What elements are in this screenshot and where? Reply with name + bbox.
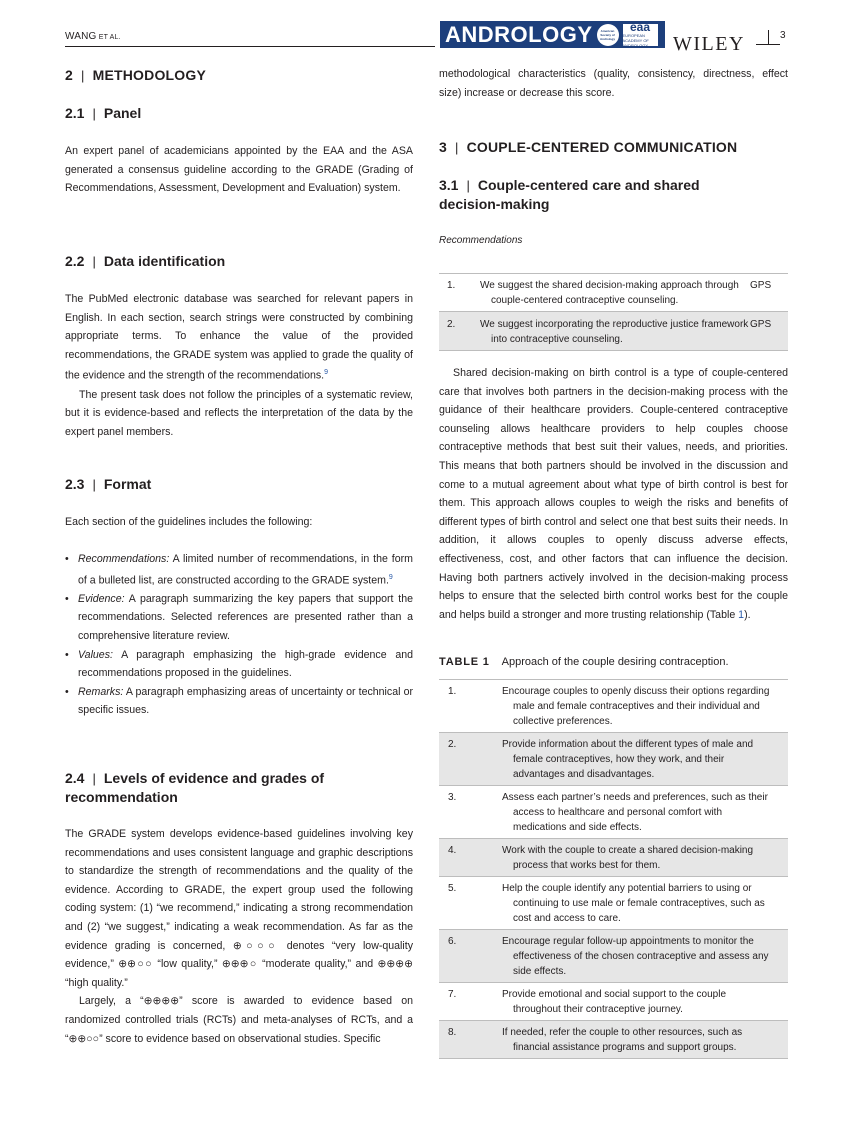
section-title: COUPLE-CENTERED COMMUNICATION: [466, 139, 738, 155]
table-label: TABLE 1: [439, 656, 490, 668]
row-text-content: Help the couple identify any potential barriers to using or continuing to use male or female contraceptives, such as cost and access to care.: [502, 883, 765, 924]
rec-number: 2.: [439, 312, 480, 351]
rec-grade: GPS: [750, 280, 772, 291]
row-text-content: Assess each partner’s needs and preferences, such as their access to healthcare and personal comfort with medications and side effects.: [502, 792, 768, 833]
header-rule: [65, 46, 435, 47]
table-row: [439, 877, 788, 930]
row-text: [502, 877, 788, 930]
author-name: WANG: [65, 31, 97, 42]
section-number: 2.2: [65, 253, 85, 269]
section-number: 2: [65, 67, 73, 83]
table-1: [439, 679, 788, 1059]
row-number: 6.: [439, 930, 502, 983]
table-row: [439, 839, 788, 877]
eaa-logo-mark: eaa: [629, 20, 651, 34]
bullet-text: A paragraph emphasizing the high-grade evidence and recommendations proposed in the guidelines.: [78, 648, 413, 680]
running-head-author: [65, 31, 121, 42]
row-text: [502, 680, 788, 733]
table-row: [439, 733, 788, 786]
table-ref-link[interactable]: 1: [738, 608, 745, 621]
section-3-heading: 3 | COUPLE-CENTERED COMMUNICATION: [439, 139, 738, 155]
table-row: [439, 312, 788, 351]
section-title-cont: decision-making: [439, 196, 550, 212]
row-text-content: Encourage couples to openly discuss their options regarding male and female contraceptives and their individual and collective preferences.: [502, 686, 770, 727]
rec-text: [480, 312, 750, 351]
section-title: Panel: [103, 105, 142, 121]
rec-grade: GPS: [750, 312, 788, 351]
bullet-term: Remarks:: [78, 685, 124, 698]
list-item: [65, 646, 413, 683]
row-text-content: If needed, refer the couple to other resources, such as financial assistance programs and support groups.: [502, 1027, 743, 1053]
section-2-1-heading: 2.1 | Panel: [65, 105, 142, 121]
section-number: 2.3: [65, 476, 85, 492]
table-row: [439, 680, 788, 733]
bullet-text: A paragraph emphasizing areas of uncertainty or technical or specific issues.: [78, 685, 413, 717]
row-text: [502, 983, 788, 1021]
citation-ref[interactable]: 9: [388, 573, 393, 581]
journal-title: ANDROLOGY: [445, 21, 593, 47]
section-title: Couple-centered care and shared: [477, 177, 700, 193]
asa-logo-text: American Society of Andrology: [600, 28, 615, 41]
section-title: Data identification: [103, 253, 226, 269]
bullet-term: Values:: [78, 648, 113, 661]
table-row: [439, 786, 788, 839]
row-text: [502, 786, 788, 839]
row-text: [502, 930, 788, 983]
continued-paragraph: methodological characteristics (quality, consistency, directness, effect size) increase or decrease this score.: [439, 68, 788, 99]
row-number: 8.: [439, 1021, 502, 1059]
format-bullet-list: [65, 550, 413, 720]
section-2-3-heading: 2.3 | Format: [65, 476, 152, 492]
list-item: [65, 590, 413, 646]
bullet-text: A paragraph summarizing the key papers that support the recommendations. Selected references are presented rather than a comprehensive literature review.: [78, 592, 413, 642]
recommendations-table: [439, 273, 788, 351]
recommendations-label: Recommendations: [439, 235, 523, 246]
list-item: [65, 550, 413, 590]
data-identification-paragraph: [65, 290, 413, 441]
paragraph-text: The present task does not follow the principles of a systematic review, but it is evidence-based and reflects the interpretation of the data by the expert panel members.: [65, 388, 413, 438]
row-number: 4.: [439, 839, 502, 877]
row-text: [502, 1021, 788, 1059]
section-3-1-heading: 3.1 | Couple-centered care and shared decision-making: [439, 177, 700, 212]
publisher-logo: WILEY: [673, 33, 745, 55]
bullet-term: Evidence:: [78, 592, 125, 605]
eaa-logo-text: EUROPEAN ACADEMY OF ANDROLOGY: [622, 33, 649, 48]
paragraph-text-end: ).: [744, 608, 751, 621]
page-number-bar: [768, 30, 769, 44]
table-1-title: [439, 656, 729, 668]
citation-ref[interactable]: 9: [324, 369, 329, 377]
rec-text: [480, 274, 750, 312]
panel-paragraph: An expert panel of academicians appointed by the EAA and the ASA generated a consensus guideline according to the GRADE (Grading of Recommendations, Assessment, Development and Evaluation) system.: [65, 145, 413, 195]
paragraph-text: Shared decision-making on birth control is a type of couple-centered care that involves both partners in the decision-making process with the guidance of their healthcare providers. Couple-centered contraceptive counseling allows healthcare providers to help couples choose contraceptive methods that best suit their values, needs, and priorities. This means that both partners should be involved in the discussion and come to a mutual agreement about what type of birth control is best for them. This approach allows couples to weigh the risks and benefits of different types of birth control and select one that best suits their needs. In addition, it allows couples to openly discuss adverse effects, effectiveness, cost, and other factors that can influence the decision. Having both partners actively involved in the decision-making process helps to ensure that the selected birth control works best for the couple and helps build a stronger and more trusting relationship (Table: [439, 367, 788, 621]
list-item: [65, 683, 413, 720]
journal-banner: [440, 21, 665, 48]
author-suffix: ET AL.: [98, 34, 121, 41]
shared-decision-paragraph: [439, 364, 788, 624]
section-title: Levels of evidence and grades of recommendation: [65, 770, 325, 805]
rec-text-content: We suggest incorporating the reproductive justice framework into contraceptive counseling.: [480, 319, 749, 345]
row-number: 3.: [448, 792, 457, 803]
table-row: [439, 983, 788, 1021]
section-number: 3.1: [439, 177, 459, 193]
row-text-content: Encourage regular follow-up appointments to monitor the effectiveness of the chosen contraceptive and assess any side effects.: [502, 936, 769, 977]
row-number: 2.: [439, 733, 502, 786]
table-caption: Approach of the couple desiring contraception.: [501, 656, 729, 668]
row-number: 5.: [448, 883, 457, 894]
row-text-content: Provide information about the different types of male and female contraceptives, how they work, and their advantages and disadvantages.: [502, 739, 754, 780]
table-row: [439, 930, 788, 983]
asa-logo: [597, 24, 619, 46]
evidence-levels-paragraph: [65, 825, 413, 1048]
rec-number: 1.: [447, 280, 456, 291]
bullet-term: Recommendations:: [78, 553, 170, 565]
row-number: 7.: [448, 989, 457, 1000]
section-number: 2.1: [65, 105, 85, 121]
row-text: [502, 733, 788, 786]
section-2-4-heading: 2.4 | Levels of evidence and grades of recommendation: [65, 770, 325, 805]
eaa-logo: [622, 20, 658, 48]
page-number-rule: [756, 44, 780, 45]
section-number: 2.4: [65, 770, 85, 786]
section-2-heading: 2 | METHODOLOGY: [65, 67, 206, 83]
row-number: 1.: [448, 686, 457, 697]
table-row: [439, 274, 788, 312]
section-number: 3: [439, 139, 447, 155]
paragraph-text: Largely, a “⊕⊕⊕⊕” score is awarded to evidence based on randomized controlled trials (RCTs) and meta-analyses of RCTs, and a “⊕⊕○○” score to evidence based on observational studies. Specific: [65, 995, 413, 1045]
section-2-2-heading: 2.2 | Data identification: [65, 253, 226, 269]
bullet-text: A limited number of recommendations, in the form of a bulleted list, are constructed according to the GRADE system.: [78, 553, 413, 587]
format-paragraph: Each section of the guidelines includes the following:: [65, 516, 313, 528]
paragraph-text: The GRADE system develops evidence-based guidelines involving key recommendations and uses consistent language and graphic descriptions to standardize the strength of recommendations and the quality of the evidence. According to GRADE, the expert group used the following coding system: (1) “we recommend,” indicating a strong recommendation and (2) “we suggest,” indicating a weak recommendation. As far as the evidence grading is concerned, ⊕○○○ denotes “very low-quality evidence,” ⊕⊕○○ “low quality,” ⊕⊕⊕○ “moderate quality,” and ⊕⊕⊕⊕ “high quality.”: [65, 828, 413, 989]
row-text: [502, 839, 788, 877]
row-text-content: Provide emotional and social support to the couple throughout their contraceptive journey.: [502, 989, 727, 1015]
section-title: Format: [103, 476, 152, 492]
section-title: METHODOLOGY: [92, 67, 206, 83]
paragraph-text: The PubMed electronic database was searched for relevant papers in English. In each section, search strings were constructed by combining appropriate terms. To enhance the value of the provided recommendations, the GRADE system was applied to grade the quality of the evidence and the strength of the recommendations.: [65, 293, 413, 382]
table-row: [439, 1021, 788, 1059]
row-text-content: Work with the couple to create a shared decision-making process that works best for them.: [502, 845, 754, 871]
page-number: 3: [780, 30, 786, 41]
rec-text-content: We suggest the shared decision-making approach through couple-centered contraceptive counseling.: [480, 280, 739, 306]
